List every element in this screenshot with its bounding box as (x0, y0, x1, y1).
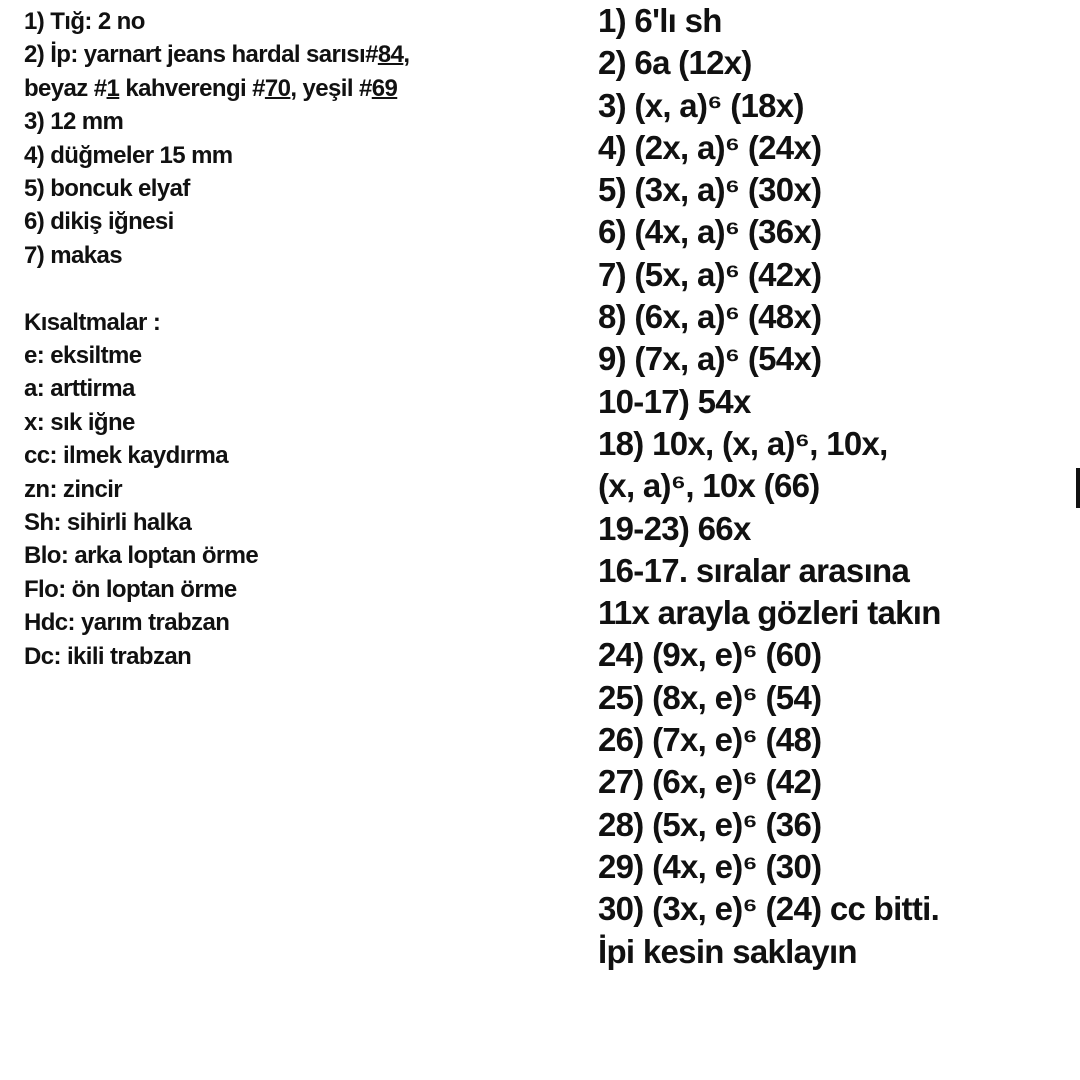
abbreviations-heading: Kısaltmalar : (24, 308, 161, 336)
material-yarn (24, 38, 584, 71)
pattern-closing-note: İpi kesin saklayın (598, 932, 857, 970)
pattern-note: 16-17. sıralar arasına (598, 551, 910, 589)
material-needle: 6) dikiş iğnesi (24, 208, 174, 236)
pattern-row: 27) (6x, e)⁶ (42) (598, 763, 822, 801)
pattern-row: 10-17) 54x (598, 382, 751, 420)
abbreviation-item: zn: zincir (24, 475, 123, 503)
abbreviation-item: x: sık iğne (24, 408, 135, 436)
pattern-row: 3) (x, a)⁶ (18x) (598, 86, 804, 124)
spacer (24, 272, 584, 305)
pattern-row: 2) 6a (12x) (598, 44, 752, 82)
pattern-row: 18) 10x, (x, a)⁶, 10x, (598, 424, 888, 462)
edge-mark (1076, 468, 1080, 508)
material-hook: 1) Tığ: 2 no (24, 8, 145, 35)
pattern-row: 1) 6'lı sh (598, 2, 722, 39)
pattern-row: 26) (7x, e)⁶ (48) (598, 721, 822, 759)
color-green-label: , yeşil # (290, 74, 372, 102)
pattern-row: 9) (7x, a)⁶ (54x) (598, 340, 822, 378)
abbreviation-item: e: eksiltme (24, 342, 142, 370)
color-white-label: beyaz # (24, 74, 107, 102)
color-brown-label: kahverengi # (119, 74, 265, 102)
abbreviation-item: Dc: ikili trabzan (24, 642, 192, 670)
material-scissors: 7) makas (24, 241, 122, 269)
pattern-row: 6) (4x, a)⁶ (36x) (598, 213, 822, 251)
abbreviation-item: Hdc: yarım trabzan (24, 609, 230, 637)
material-eyes: 3) 12 mm (24, 108, 124, 136)
pattern-row: 29) (4x, e)⁶ (30) (598, 847, 822, 885)
yarn-comma: , (403, 41, 410, 69)
pattern-row: 30) (3x, e)⁶ (24) cc bitti. (598, 890, 940, 928)
pattern-row: 25) (8x, e)⁶ (54) (598, 678, 822, 716)
pattern-note: 11x arayla gözleri takın (598, 594, 941, 632)
color-code-69: 69 (371, 74, 398, 102)
material-buttons: 4) düğmeler 15 mm (24, 141, 233, 169)
crochet-pattern-rows (598, 0, 1068, 973)
material-yarn-colors (24, 72, 584, 105)
yarn-label: 2) İp: yarnart jeans hardal sarısı# (24, 41, 378, 69)
pattern-row: 5) (3x, a)⁶ (30x) (598, 171, 822, 209)
pattern-row: 7) (5x, a)⁶ (42x) (598, 255, 822, 293)
abbreviation-item: Sh: sihirli halka (24, 509, 192, 537)
color-code-70: 70 (264, 74, 291, 102)
pattern-row: (x, a)⁶, 10x (66) (598, 467, 820, 505)
abbreviation-item: a: arttirma (24, 375, 135, 403)
pattern-row: 19-23) 66x (598, 509, 751, 547)
pattern-row: 4) (2x, a)⁶ (24x) (598, 128, 822, 166)
materials-and-abbreviations (24, 5, 584, 673)
pattern-row: 28) (5x, e)⁶ (36) (598, 805, 822, 843)
pattern-row: 8) (6x, a)⁶ (48x) (598, 298, 822, 336)
abbreviation-item: Blo: arka loptan örme (24, 542, 259, 570)
material-stuffing: 5) boncuk elyaf (24, 175, 190, 203)
yarn-code-84: 84 (377, 41, 404, 69)
abbreviation-item: Flo: ön loptan örme (24, 575, 237, 603)
pattern-row: 24) (9x, e)⁶ (60) (598, 636, 822, 674)
color-code-1: 1 (106, 74, 120, 102)
abbreviation-item: cc: ilmek kaydırma (24, 442, 228, 470)
